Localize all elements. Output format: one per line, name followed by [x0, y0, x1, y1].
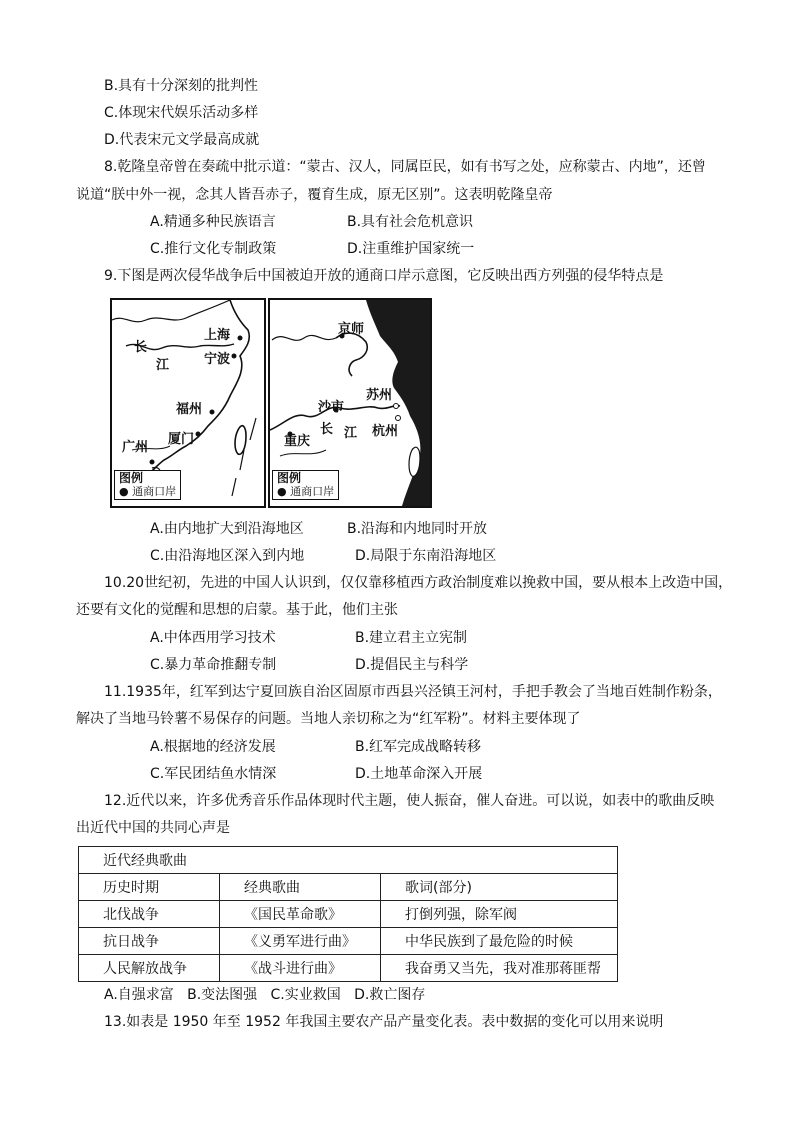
q7-option-d: D.代表宋元文学最高成就	[104, 132, 260, 148]
q7-option-b: B.具有十分深刻的批判性	[104, 78, 259, 94]
q8-option-d: D.注重维护国家统一	[347, 241, 475, 257]
q10-stem-line2: 还要有文化的觉醒和思想的启蒙。基于此，他们主张	[76, 602, 398, 618]
q11-stem-line1: 11.1935年，红军到达宁夏回族自治区固原市西县兴泾镇王河村，手把手教会了当地百姓制作粉条，	[104, 684, 722, 700]
table-cell-song: 《战斗进行曲》	[220, 955, 381, 982]
map2-city-jingshi: 京师	[338, 322, 365, 337]
q10-option-b: B.建立君主立宪制	[355, 630, 468, 646]
q7-option-c: C.体现宋代娱乐活动多样	[104, 105, 259, 121]
table-row	[79, 955, 618, 982]
map1-legend	[114, 470, 181, 500]
q10-stem-line1: 10.20世纪初，先进的中国人认识到，仅仅靠移植西方政治制度难以挽救中国，要从根本上改造中国，	[104, 575, 733, 591]
q9-option-d: D.局限于东南沿海地区	[355, 548, 497, 564]
q10-option-d: D.提倡民主与科学	[355, 657, 469, 673]
q8-option-c: C.推行文化专制政策	[150, 241, 277, 257]
q9-stem: 9.下图是两次侵华战争后中国被迫开放的通商口岸示意图，它反映出西方列强的侵华特点是	[104, 268, 664, 284]
table-cell-period: 北伐战争	[79, 901, 220, 928]
q12-stem-line1: 12.近代以来，许多优秀音乐作品体现时代主题，使人振奋，催人奋进。可以说，如表中的歌曲反映	[104, 793, 715, 809]
table-cell-lyrics: 打倒列强，除军阀	[381, 901, 618, 928]
map2-legend-row	[277, 485, 334, 498]
table-cell-lyrics: 我奋勇又当先，我对准那蒋匪帮	[381, 955, 618, 982]
map1-city-xiamen: 厦门	[168, 432, 195, 447]
table-header-period: 历史时期	[79, 874, 220, 901]
map2-legend-title: 图例	[277, 471, 302, 485]
map-second-opium-war-ports	[268, 298, 432, 508]
table-cell-period: 抗日战争	[79, 928, 220, 955]
q11-option-d: D.土地革命深入开展	[355, 766, 483, 782]
table-title: 近代经典歌曲	[79, 847, 618, 874]
songs-table	[78, 846, 618, 982]
q11-stem-line2: 解决了当地马铃薯不易保存的问题。当地人亲切称之为“红军粉”。材料主要体现了	[76, 711, 581, 727]
map1-city-shanghai: 上海	[204, 328, 231, 343]
q10-option-c: C.暴力革命推翻专制	[150, 657, 277, 673]
table-cell-lyrics: 中华民族到了最危险的时候	[381, 928, 618, 955]
q9-option-c: C.由沿海地区深入到内地	[150, 548, 305, 564]
table-cell-song: 《义勇军进行曲》	[220, 928, 381, 955]
map1-legend-title: 图例	[119, 471, 144, 485]
map2-legend	[272, 470, 339, 500]
q10-option-a: A.中体西用学习技术	[150, 630, 276, 646]
q8-stem-line2: 说道“朕中外一视，念其人皆吾赤子，覆育生成，原无区别”。这表明乾隆皇帝	[76, 187, 553, 203]
q12-stem-line2: 出近代中国的共同心声是	[76, 820, 230, 836]
table-cell-period: 人民解放战争	[79, 955, 220, 982]
table-row	[79, 901, 618, 928]
q9-option-a: A.由内地扩大到沿海地区	[150, 521, 304, 537]
q11-option-b: B.红军完成战略转移	[355, 739, 482, 755]
q11-option-a: A.根据地的经济发展	[150, 739, 276, 755]
map2-river-char2: 江	[344, 426, 358, 441]
map2-city-shashi: 沙市	[318, 400, 345, 415]
map2-city-chongqing: 重庆	[284, 434, 311, 449]
map1-city-fuzhou: 福州	[176, 402, 203, 417]
q12-options: A.自强求富 B.变法图强 C.实业救国 D.救亡图存	[104, 987, 426, 1003]
q13-stem: 13.如表是 1950 年至 1952 年我国主要农产品产量变化表。表中数据的变化可以用来说明	[104, 1014, 664, 1030]
table-title-row	[79, 847, 618, 874]
q11-option-c: C.军民团结鱼水情深	[150, 766, 277, 782]
map2-city-suzhou: 苏州	[366, 388, 393, 403]
q8-option-a: A.精通多种民族语言	[150, 214, 276, 230]
port-dot-icon: ●	[277, 485, 287, 498]
map1-city-ningbo: 宁波	[204, 352, 231, 367]
table-header-song: 经典歌曲	[220, 874, 381, 901]
map-first-opium-war-ports	[110, 298, 266, 508]
map2-river-char1: 长	[320, 422, 334, 437]
map1-legend-row	[119, 485, 176, 498]
table-header-lyrics: 歌词(部分)	[381, 874, 618, 901]
table-cell-song: 《国民革命歌》	[220, 901, 381, 928]
map1-river-char1: 长	[134, 340, 148, 355]
q8-option-b: B.具有社会危机意识	[347, 214, 474, 230]
table-header-row	[79, 874, 618, 901]
map2-city-hangzhou: 杭州	[372, 424, 399, 439]
q8-stem-line1: 8.乾隆皇帝曾在奏疏中批示道：“蒙古、汉人，同属臣民，如有书写之处，应称蒙古、内地”，还曾	[104, 159, 706, 175]
port-dot-icon: ●	[119, 485, 129, 498]
table-row	[79, 928, 618, 955]
map1-legend-item: 通商口岸	[132, 485, 177, 498]
q9-option-b: B.沿海和内地同时开放	[347, 521, 488, 537]
map1-river-char2: 江	[156, 358, 170, 373]
map2-legend-item: 通商口岸	[290, 485, 335, 498]
map1-city-guangzhou: 广州	[122, 440, 149, 455]
